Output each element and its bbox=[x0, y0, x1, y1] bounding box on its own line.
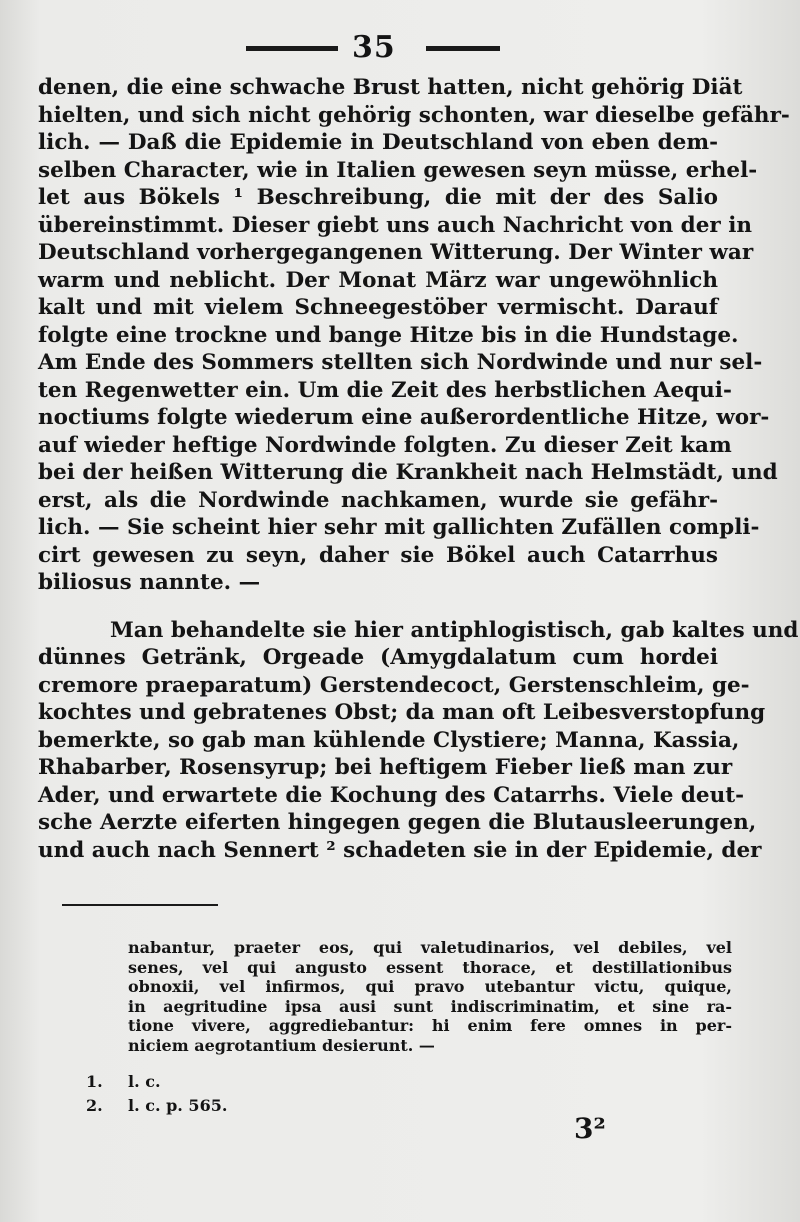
text-line: auf wieder heftige Nordwinde folgten. Zu dieser Zeit kam bbox=[38, 432, 732, 458]
footnote-line: obnoxii, vel infirmos, qui pravo utebantur victu, quique, bbox=[128, 977, 732, 996]
text-line: übereinstimmt. Dieser giebt uns auch Nachricht von der in bbox=[38, 212, 753, 238]
text-line: kochtes und gebratenes Obst; da man oft Leibesverstopfung bbox=[38, 700, 766, 725]
paragraph-gap bbox=[38, 597, 718, 617]
text-line: Am Ende des Sommers stellten sich Nordwinde und nur sel- bbox=[38, 350, 763, 375]
text-line: selben Character, wie in Italien gewesen seyn müsse, erhel- bbox=[38, 157, 758, 183]
header-rule-left bbox=[246, 46, 338, 51]
footnote-2 bbox=[86, 1094, 227, 1118]
footnote-line: nabantur, praeter eos, qui valetudinarios, vel debiles, vel bbox=[128, 938, 732, 957]
footnote-line: tione vivere, aggrediebantur: hi enim fere omnes in per- bbox=[128, 1016, 732, 1035]
signature-mark: 3² bbox=[574, 1112, 606, 1145]
footnotes bbox=[86, 1070, 227, 1118]
text-line: und auch nach Sennert ² schadeten sie in der Epidemie, der bbox=[38, 837, 762, 863]
footnote-rule bbox=[62, 904, 218, 906]
footnote-number: 2. bbox=[86, 1096, 103, 1115]
paragraph-2 bbox=[38, 617, 799, 865]
text-line: cirt gewesen zu seyn, daher sie Bökel auch Catarrhus bbox=[38, 542, 718, 568]
text-line: Ader, und erwartete die Kochung des Catarrhs. Viele deut- bbox=[38, 782, 745, 808]
text-line: Man behandelte sie hier antiphlogistisch, gab kaltes und bbox=[110, 617, 799, 643]
footnote-text: l. c. p. 565. bbox=[128, 1096, 228, 1115]
text-line: sche Aerzte eiferten hingegen gegen die Blutausleerungen, bbox=[38, 810, 757, 835]
text-line: noctiums folgte wiederum eine außerordentliche Hitze, wor- bbox=[38, 405, 770, 430]
text-line: folgte eine trockne und bange Hitze bis in die Hundstage. bbox=[38, 322, 739, 348]
footnote-text: l. c. bbox=[128, 1072, 161, 1091]
text-line: Deutschland vorhergegangenen Witterung. Der Winter war bbox=[38, 240, 754, 265]
text-line: Rhabarber, Rosensyrup; bei heftigem Fieber ließ man zur bbox=[38, 755, 733, 780]
page-header bbox=[0, 28, 800, 68]
text-line: kalt und mit vielem Schneegestöber vermischt. Darauf bbox=[38, 295, 718, 320]
footnote-1 bbox=[86, 1070, 227, 1094]
footnote-line: in aegritudine ipsa ausi sunt indiscriminatim, et sine ra- bbox=[128, 996, 732, 1016]
text-line: hielten, und sich nicht gehörig schonten, war dieselbe gefähr- bbox=[38, 102, 790, 128]
footnote-line: senes, vel qui angusto essent thorace, et destillationibus bbox=[128, 957, 732, 977]
footnote-number: 1. bbox=[86, 1072, 103, 1091]
main-text bbox=[38, 74, 799, 864]
text-line: biliosus nannte. — bbox=[38, 570, 261, 595]
text-line: lich. — Sie scheint hier sehr mit gallichten Zufällen compli- bbox=[38, 515, 760, 540]
footnote-line: niciem aegrotantium desierunt. — bbox=[128, 1035, 435, 1055]
text-line: cremore praeparatum) Gerstendecoct, Gerstenschleim, ge- bbox=[38, 672, 750, 698]
header-rule-right bbox=[426, 46, 500, 51]
text-line: lich. — Daß die Epidemie in Deutschland von eben dem- bbox=[38, 130, 718, 155]
text-line: bei der heißen Witterung die Krankheit nach Helmstädt, und bbox=[38, 460, 778, 485]
paragraph-1 bbox=[38, 74, 790, 597]
text-line: erst, als die Nordwinde nachkamen, wurde sie gefähr- bbox=[38, 487, 718, 513]
text-line: let aus Bökels ¹ Beschreibung, die mit der des Salio bbox=[38, 185, 718, 210]
text-line: ten Regenwetter ein. Um die Zeit des herbstlichen Aequi- bbox=[38, 377, 732, 403]
footnote-continuation bbox=[128, 938, 732, 1055]
text-line: denen, die eine schwache Brust hatten, nicht gehörig Diät bbox=[38, 75, 743, 100]
page-number: 35 bbox=[352, 30, 396, 65]
text-line: bemerkte, so gab man kühlende Clystiere; Manna, Kassia, bbox=[38, 727, 740, 753]
text-line: dünnes Getränk, Orgeade (Amygdalatum cum hordei bbox=[38, 645, 718, 670]
text-line: warm und neblicht. Der Monat März war ungewöhnlich bbox=[38, 267, 718, 293]
